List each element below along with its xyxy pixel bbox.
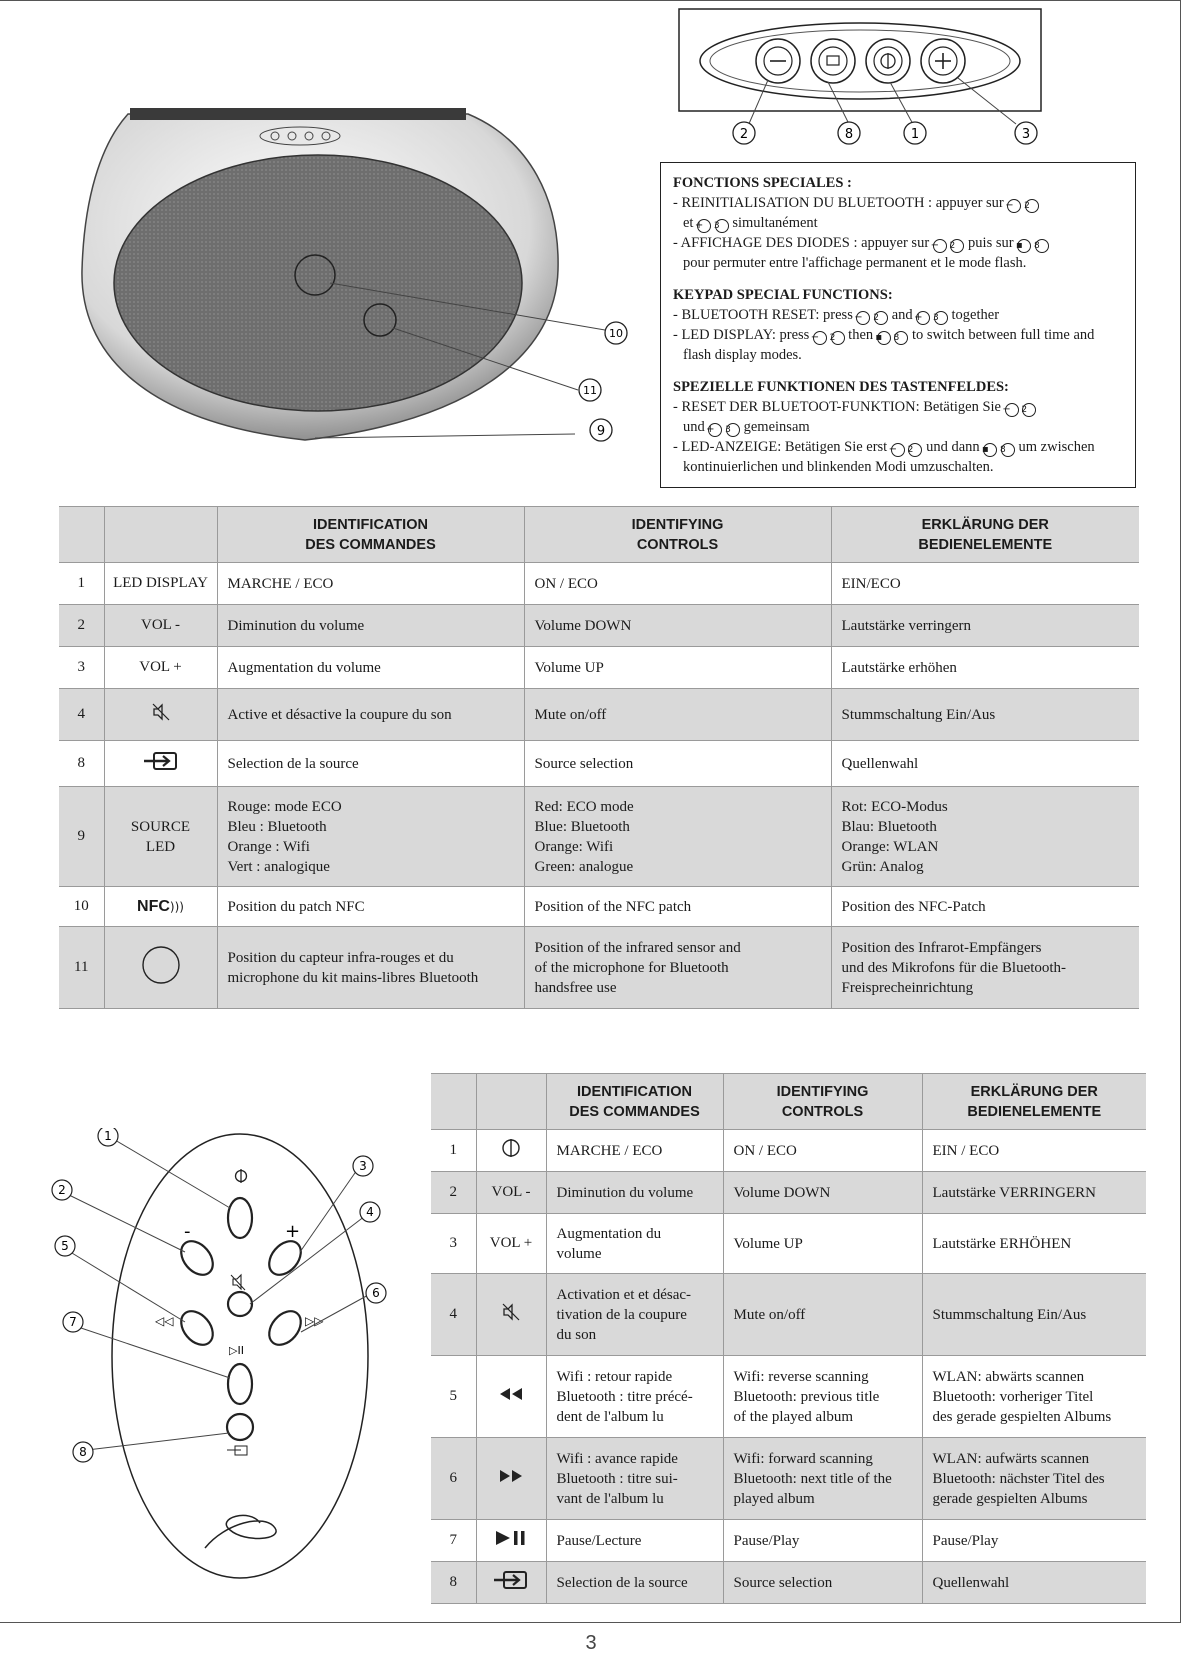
table-cell: VOL +: [476, 1214, 546, 1274]
remote-controls-table: [431, 1073, 1146, 1604]
header-en: IDENTIFYING CONTROLS: [723, 1074, 922, 1130]
table-cell: [104, 689, 217, 741]
table-row: [59, 741, 1139, 787]
table-cell: Active et désactive la coupure du son: [217, 689, 524, 741]
de-title: SPEZIELLE FUNKTIONEN DES TASTENFELDES:: [673, 379, 1009, 395]
table-cell: Stummschaltung Ein/Aus: [922, 1274, 1146, 1356]
table-cell: [59, 507, 104, 563]
table-cell: 3: [59, 647, 104, 689]
table-cell: Volume DOWN: [723, 1172, 922, 1214]
table-cell: 11: [59, 927, 104, 1009]
table-cell: Pause/Play: [723, 1520, 922, 1562]
table-row: [59, 689, 1139, 741]
svg-text:◁◁: ◁◁: [155, 1314, 174, 1328]
table-cell: Position du capteur infra-rouges et du microphone du kit mains-libres Bluetooth: [217, 927, 524, 1009]
minus-icon: −: [856, 311, 870, 325]
table-cell: Position du patch NFC: [217, 887, 524, 927]
table-cell: ON / ECO: [524, 563, 831, 605]
speaker-controls-table: [59, 506, 1139, 1009]
remote-label: 4: [366, 1205, 374, 1219]
table-cell: 8: [431, 1562, 476, 1604]
table-cell: Mute on/off: [524, 689, 831, 741]
table-cell: Stummschaltung Ein/Aus: [831, 689, 1139, 741]
source-icon: [142, 751, 180, 771]
minus-icon: −: [1005, 403, 1019, 417]
remote-label: 7: [69, 1315, 77, 1329]
keypad-label: 1: [910, 127, 920, 142]
keypad-illustration: [678, 8, 1048, 154]
minus-icon: −: [1007, 199, 1021, 213]
svg-text:▷▷: ▷▷: [305, 1314, 324, 1328]
table-cell: [104, 507, 217, 563]
table-cell: [476, 1520, 546, 1562]
minus-icon: −: [933, 239, 947, 253]
table-header-row: [431, 1074, 1146, 1130]
table-cell: Wifi: forward scanning Bluetooth: next title of the played album: [723, 1438, 922, 1520]
table-row: [59, 647, 1139, 689]
plus-icon: +: [916, 311, 930, 325]
table-cell: Wifi : retour rapide Bluetooth : titre précé- dent de l'album lu: [546, 1356, 723, 1438]
svg-text:▷II: ▷II: [229, 1344, 244, 1357]
header-fr: IDENTIFICATION DES COMMANDES: [217, 507, 524, 563]
table-row: [431, 1438, 1146, 1520]
table-cell: EIN/ECO: [831, 563, 1139, 605]
table-cell: WLAN: aufwärts scannen Bluetooth: nächster Titel des gerade gespielten Albums: [922, 1438, 1146, 1520]
mute-icon: [500, 1301, 522, 1323]
table-cell: Lautstärke verringern: [831, 605, 1139, 647]
table-row: [59, 887, 1139, 927]
table-cell: Diminution du volume: [217, 605, 524, 647]
fast-forward-icon: [498, 1468, 524, 1484]
table-cell: [476, 1356, 546, 1438]
svg-text:+: +: [285, 1221, 301, 1242]
remote-label: 6: [372, 1286, 380, 1300]
speaker-label: 10: [609, 327, 623, 340]
special-functions-box: [660, 162, 1136, 488]
table-row: [59, 787, 1139, 887]
keypad-label: 3: [1021, 127, 1031, 142]
table-row: [431, 1274, 1146, 1356]
table-cell: Source selection: [524, 741, 831, 787]
table-row: [59, 563, 1139, 605]
table-cell: Lautstärke VERRINGERN: [922, 1172, 1146, 1214]
table-cell: [104, 927, 217, 1009]
nfc-waves-icon: ))): [169, 899, 184, 914]
table-cell: Quellenwahl: [922, 1562, 1146, 1604]
en-bt-reset: - BLUETOOTH RESET: press − 2 and + 3 together: [673, 307, 1000, 323]
source-icon: ▪: [877, 331, 891, 345]
header-de: ERKLÄRUNG DER BEDIENELEMENTE: [922, 1074, 1146, 1130]
power-icon: [500, 1137, 522, 1159]
speaker-illustration: [60, 100, 640, 460]
table-cell: VOL -: [476, 1172, 546, 1214]
table-cell: Lautstärke ERHÖHEN: [922, 1214, 1146, 1274]
en-title: KEYPAD SPECIAL FUNCTIONS:: [673, 287, 893, 303]
speaker-label: 11: [583, 384, 597, 397]
table-cell: Volume UP: [524, 647, 831, 689]
table-cell: 10: [59, 887, 104, 927]
remote-label: 8: [79, 1445, 87, 1459]
table-cell: [104, 887, 217, 927]
page-number: 3: [585, 1632, 597, 1654]
table-cell: Position des Infrarot-Empfängers und des Mikrofons für die Bluetooth- Freisprecheinrichtung: [831, 927, 1139, 1009]
table-cell: [476, 1274, 546, 1356]
table-cell: 7: [431, 1520, 476, 1562]
table-cell: 4: [59, 689, 104, 741]
table-cell: Volume UP: [723, 1214, 922, 1274]
table-row: [431, 1172, 1146, 1214]
svg-text:-: -: [184, 1221, 191, 1242]
table-cell: Wifi : avance rapide Bluetooth : titre sui- vant de l'album lu: [546, 1438, 723, 1520]
table-cell: Rouge: mode ECO Bleu : Bluetooth Orange : Wifi Vert : analogique: [217, 787, 524, 887]
plus-icon: +: [708, 423, 722, 437]
remote-illustration: [45, 1128, 415, 1588]
fr-title: FONCTIONS SPECIALES :: [673, 175, 852, 191]
remote-label: 3: [359, 1159, 367, 1173]
table-cell: 2: [59, 605, 104, 647]
table-cell: Position of the infrared sensor and of the microphone for Bluetooth handsfree use: [524, 927, 831, 1009]
table-cell: [476, 1438, 546, 1520]
fr-bt-reset: - REINITIALISATION DU BLUETOOTH : appuyer sur − 2 et + 3 simultanément: [673, 193, 1123, 233]
table-cell: 9: [59, 787, 104, 887]
table-cell: [476, 1130, 546, 1172]
nfc-logo: NFC: [137, 897, 170, 915]
plus-icon: +: [697, 219, 711, 233]
minus-icon: −: [891, 443, 905, 457]
table-cell: [431, 1074, 476, 1130]
table-cell: Position of the NFC patch: [524, 887, 831, 927]
table-cell: Augmentation du volume: [546, 1214, 723, 1274]
table-cell: 3: [431, 1214, 476, 1274]
table-cell: 1: [59, 563, 104, 605]
table-cell: 1: [431, 1130, 476, 1172]
table-cell: Pause/Lecture: [546, 1520, 723, 1562]
keypad-label: 8: [844, 127, 854, 142]
table-cell: [476, 1074, 546, 1130]
header-fr: IDENTIFICATION DES COMMANDES: [546, 1074, 723, 1130]
table-cell: VOL -: [104, 605, 217, 647]
table-cell: Mute on/off: [723, 1274, 922, 1356]
table-row: [59, 927, 1139, 1009]
source-icon: ▪: [1017, 239, 1031, 253]
table-cell: LED DISPLAY: [104, 563, 217, 605]
table-cell: VOL +: [104, 647, 217, 689]
rewind-icon: [498, 1386, 524, 1402]
header-de: ERKLÄRUNG DER BEDIENELEMENTE: [831, 507, 1139, 563]
table-row: [431, 1356, 1146, 1438]
table-cell: Quellenwahl: [831, 741, 1139, 787]
remote-label: 5: [61, 1239, 69, 1253]
table-cell: Source selection: [723, 1562, 922, 1604]
mute-icon: [150, 701, 172, 723]
table-row: [431, 1130, 1146, 1172]
remote-label: 2: [58, 1183, 66, 1197]
table-cell: MARCHE / ECO: [217, 563, 524, 605]
remote-label: 1: [104, 1129, 112, 1143]
table-cell: SOURCE LED: [104, 787, 217, 887]
table-cell: Position des NFC-Patch: [831, 887, 1139, 927]
table-row: [431, 1520, 1146, 1562]
table-cell: ON / ECO: [723, 1130, 922, 1172]
table-cell: 4: [431, 1274, 476, 1356]
speaker-label: 9: [596, 424, 606, 439]
table-row: [431, 1562, 1146, 1604]
table-row: [431, 1214, 1146, 1274]
table-cell: [476, 1562, 546, 1604]
table-cell: Augmentation du volume: [217, 647, 524, 689]
fr-led-display: - AFFICHAGE DES DIODES : appuyer sur − 2 puis sur ▪ 8 pour permuter entre l'affichage permanent et le mode flash.: [673, 233, 1123, 273]
table-cell: Activation et et désac- tivation de la coupure du son: [546, 1274, 723, 1356]
table-cell: 6: [431, 1438, 476, 1520]
table-row: [59, 605, 1139, 647]
table-cell: Diminution du volume: [546, 1172, 723, 1214]
table-cell: 5: [431, 1356, 476, 1438]
table-cell: 8: [59, 741, 104, 787]
table-cell: EIN / ECO: [922, 1130, 1146, 1172]
de-bt-reset: - RESET DER BLUETOOT-FUNKTION: Betätigen Sie − 2 und + 3 gemeinsam: [673, 397, 1123, 437]
table-cell: WLAN: abwärts scannen Bluetooth: vorheriger Titel des gerade gespielten Albums: [922, 1356, 1146, 1438]
table-cell: Volume DOWN: [524, 605, 831, 647]
en-led-display: - LED DISPLAY: press − 2 then ▪ 8 to switch between full time and flash display modes.: [673, 327, 1095, 363]
source-icon: ▪: [983, 443, 997, 457]
de-led-display: - LED-ANZEIGE: Betätigen Sie erst − 2 und dann ▪ 8 um zwischen kontinuierlichen und blinkenden Modi umzuschalten.: [673, 439, 1095, 475]
play-pause-icon: [494, 1529, 528, 1547]
table-header-row: [59, 507, 1139, 563]
keypad-label: 2: [739, 127, 749, 142]
header-en: IDENTIFYING CONTROLS: [524, 507, 831, 563]
table-cell: 2: [431, 1172, 476, 1214]
table-cell: [104, 741, 217, 787]
table-cell: Red: ECO mode Blue: Bluetooth Orange: Wifi Green: analogue: [524, 787, 831, 887]
source-icon: [492, 1570, 530, 1590]
table-cell: MARCHE / ECO: [546, 1130, 723, 1172]
table-cell: Selection de la source: [217, 741, 524, 787]
table-cell: Selection de la source: [546, 1562, 723, 1604]
table-cell: Lautstärke erhöhen: [831, 647, 1139, 689]
table-cell: Rot: ECO-Modus Blau: Bluetooth Orange: WLAN Grün: Analog: [831, 787, 1139, 887]
sensor-circle-icon: [141, 945, 181, 985]
table-cell: Wifi: reverse scanning Bluetooth: previous title of the played album: [723, 1356, 922, 1438]
table-cell: Pause/Play: [922, 1520, 1146, 1562]
minus-icon: −: [813, 331, 827, 345]
